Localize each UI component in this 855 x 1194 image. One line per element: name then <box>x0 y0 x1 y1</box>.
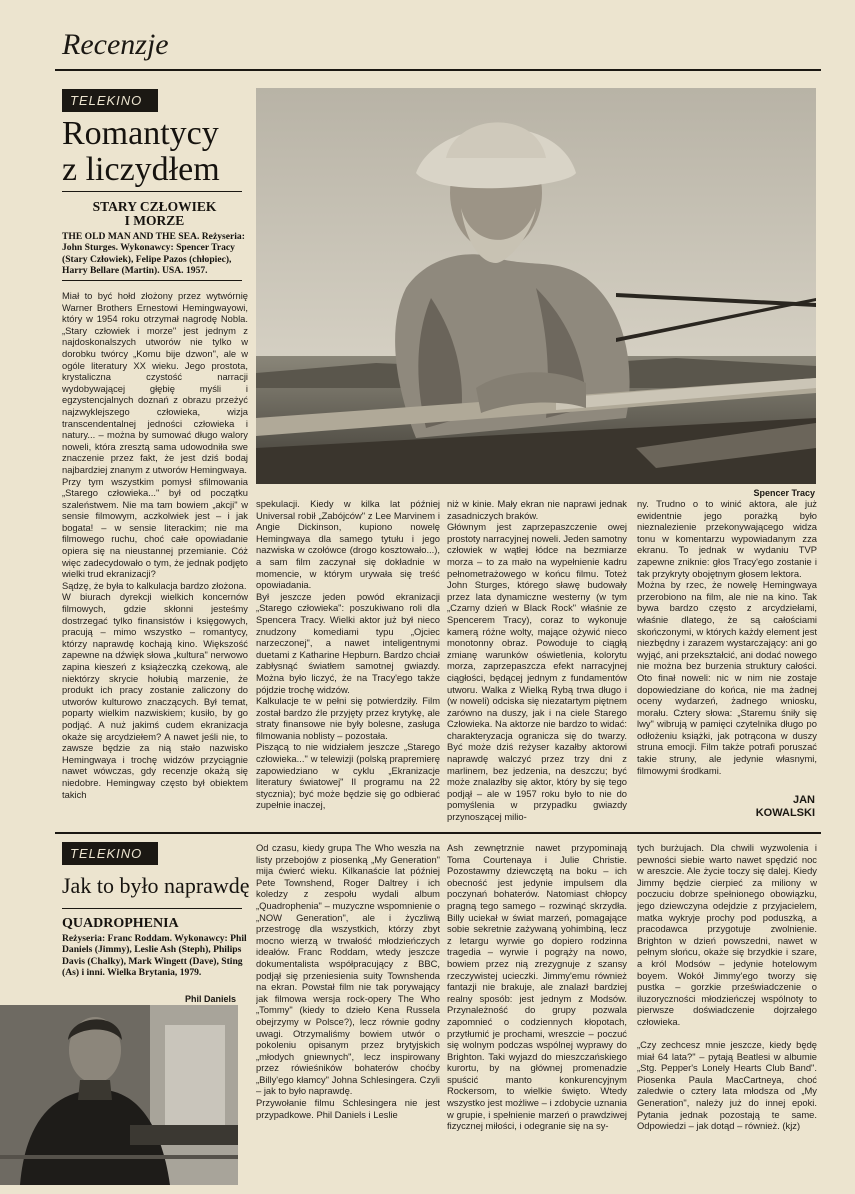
review1-film-title: STARY CZŁOWIEK I MORZE <box>92 199 217 228</box>
review1-title-rule <box>62 191 242 192</box>
review2-tag: TELEKINO <box>62 842 158 865</box>
review1-credits: THE OLD MAN AND THE SEA. Reżyseria: John Sturges. Wykonawcy: Spencer Tracy (Stary Człowiek), Felipe Pazos (chłopiec), Harry Bellare (Martin). USA. 1957. <box>62 231 245 276</box>
section-title: Recenzje <box>62 28 169 61</box>
review2-column-1: Od czasu, kiedy grupa The Who weszła na listy przebojów z piosenką „My Generation" mija ćwierć wieku. Kilkanaście lat później Pete Townshend, Roger Daltrey i ich koledzy z zespołu wydali album „Quadrophenia" – muzyczne wspomnienie o „NOW Generation", ale i życzliwą przestrogę dla wszystkich, którzy zbyt mocno wierzą w trwałość młodzieńczych ideałów. Franc Roddam, wtedy jeszcze dokumentalista współpracujący z BBC, podjął się przeniesienia suity Townshenda na ekran. Powstał film nie tak porywający jak filmowa wersja rock-opery The Who „Tommy" (kiedy to dzieło Kena Russela obejrzymy w Polsce?), lecz równie godny uwagi. Otrzymaliśmy bowiem utwór o pokoleniu opisanym przez brytyjskich „młodych gniewnych", lecz inspirowany przez rówieśników bohaterów choćby „Billy'ego kłamcy" Johna Schlesingera. Czyli – jak to było naprawdę. Przywołanie filmu Schlesingera nie jest przypadkowe. Phil Daniels i Leslie <box>256 842 440 1120</box>
review2-credits: Reżyseria: Franc Roddam. Wykonawcy: Phil Daniels (Jimmy), Leslie Ash (Steph), Philips Davis (Chalky), Mark Wingett (Dave), Sting (As) i inni. Wielka Brytania, 1979. <box>62 933 247 978</box>
review1-column-3: niż w kinie. Mały ekran nie naprawi jednak zasadniczych braków. Głównym jest zaprzepaszczenie owej prostoty narracyjnej noweli. Jeden samotny człowiek w wątłej łódce na bezmiarze morza – to za mało na wypełnienie kadru pełnometrażowego w końcu filmu. Toteż John Sturges, którego sławę budowały przez lata dynamiczne westerny (w tym „Czarny dzień w Black Rock" właśnie ze Spencerem Tracy), coraz to wykonuje kamerą różne wolty, mające ożywić nieco monotonny obraz. Powoduje to ciągłą zmianę warunków oświetlenia, kolorytu morza, zaprzepaszcza efekt narracyjnej ciągłości, będącej jednym z fundamentów utworu. Walka z Wielką Rybą trwa długo i (w noweli) odciska się niezatartym piętnem zarówno na duszy, jak i na ciele Starego Człowieka. Na aktorze nie bardzo to widać: charakteryzacja ogranicza się do twarzy. Być może dziś reżyser kazałby aktorowi naprawdę walczyć przez trzy dni z marlinem, bez jedzenia, na deszczu; być może znalazłby się aktor, który by się tego podjął – ale w 1957 roku było to nie do pomyślenia w przypadku gwiazdy przynoszącej milio- <box>447 498 627 823</box>
header-rule <box>55 69 821 71</box>
review2-column-3: tych burżujach. Dla chwili wyzwolenia i pewności siebie warto nawet spędzić noc w areszcie. Ale życie toczy się dalej. Kiedy Jimmy będzie cierpieć za miliony w poczuciu dobrze spełnionego obowiązku, jego dziewczyna odejdzie z przyjacielem, matka wykryje prochy pod poduszką, a pracodawca przygotuje zwolnienie. Brighton w dzień powszedni, nawet w pełnym słońcu, okaże się brzydkie i szare, a król Modsów – jedynie hotelowym boyem. Wokół Jimmy'ego tworzy się pustka – gorzkie przeświadczenie o iluzoryczności młodzieńczej wspólnoty to pierwsze doświadczenie dojrzałego człowieka. „Czy zechcesz mnie jeszcze, kiedy będę miał 64 lata?" – pytają Beatlesi w albumie „Stg. Pepper's Lonely Hearts Club Band". Piosenka Paula MacCartneya, choć zaledwie o cztery lata młodsza od „My Generation", należy już do innej epoki. Pytania jednak pozostają te same. Odpowiedzi – jak dotąd – również. (kjz) <box>637 842 817 1132</box>
review2-column-2: Ash zewnętrznie nawet przypominają Toma Courtenaya i Julie Christie. Pozostawmy dziewczętą na boku – ich obecność jest jedynie impulsem dla poczynań bohaterów. Natomiast chłopcy pragną tego samego – rozwinąć skrzydła. Billy uciekał w świat marzeń, pomagające sobie sekretnie zażywaną yohimbiną, lecz z letargu wyrwie go dopiero rodzinna tragedia – wyrwie i pogrąży na nowo, bowiem przez nią zrezygnuje z szansy rzeczywistej ucieczki. Jimmy'emu również fantazji nie brakuje, ale znalazł bardziej realny sposób: jest jednym z Modsów. Przynależność do grupy pozwala zapomnieć o codziennych kłopotach, przytłumić je prochami, wreszcie – poczuć się wolnym podczas wspólnej wyprawy do Brighton. Taki wyjazd do mieszczańskiego kurortu, by na głównej promenadzie spuścić manto konkurencyjnym Rockersom, to wielkie święto. Wtedy wszystko jest możliwe – i zdobycie uznania w grupie, i spełnienie marzeń o prawdziwej fizycznej miłości, i odegranie się na sy- <box>447 842 627 1132</box>
phil-daniels-photo <box>0 1005 238 1185</box>
review1-tag: TELEKINO <box>62 89 158 112</box>
review2-film-title: QUADROPHENIA <box>62 916 179 931</box>
review2-headline: Jak to było naprawdę <box>62 873 250 898</box>
review1-column-2: spekulacji. Kiedy w kilka lat później Universal robił „Zabójców" z Lee Marvinem i Angie Dickinson, kupiono nowelę Hemingwaya dla samego tytułu i jego nazwiska w czołówce (drogo kosztowało...), a sam film zaczynał się dokładnie w momencie, w którym urywała się treść opowiadania. Był jeszcze jeden powód ekranizacji „Starego człowieka": poszukiwano roli dla Spencera Tracy. Wielki aktor już był nieco znudzony komediami typu „Ojciec narzeczonej", a nawet inteligentnymi duetami z Katharine Hepburn. Bardzo chciał zabłysnąć światłem samotnej gwiazdy. Można było liczyć, że na Tracy'ego także pójdzie trochę widzów. Kalkulacje te w pełni się potwierdziły. Film został bardzo źle przyjęty przez krytykę, ale straty finansowe nie były bolesne, zasługa filmowania noblisty – pozostała. Piszącą to nie widziałem jeszcze „Starego człowieka..." w telewizji (polską prapremierę zapowiedziano w cyklu „Ekranizacje literatury światowej" II programu na 22 stycznia); być może będzie się go odbierać zupełnie inaczej, <box>256 498 440 811</box>
reviews-divider <box>55 832 821 834</box>
review1-column-4: ny. Trudno o to winić aktora, ale już ewidentnie jego porażką było nieznalezienie przekonywającego widza tonu w komentarzu wypowiadanym zza ekranu. To jednak w wydaniu TVP zapewne zniknie: głos Tracy'ego zostanie i tak przykryty obojętnym głosem lektora. Można by rzec, że nowelę Hemingwaya przerobiono na film, ale nie na kino. Tak bywa bardzo często z arcydziełami, właśnie dlatego, że są całościami skończonymi, w których każdy element jest niezbędny i zarazem wystarczający: ani go wyjąć, ani przekształcić, ani dodać nowego nie można bez burzenia struktury całości. Oto finał noweli: nic w nim nie zostaje dopowiedziane do końca, nie ma żadnej oceny wydarzeń, żadnego wniosku, morału. Cztery słowa: „Staremu śniły się lwy" wibrują w pamięci czytelnika długo po odłożeniu książki, jak potrącona w duszy struna emocji. Film także potrafi poruszać takie struny, ale jedynie własnymi, filmowymi środkami. <box>637 498 817 776</box>
review1-column-1: Miał to być hołd złożony przez wytwórnię Warner Brothers Ernestowi Hemingwayowi, który w 1954 roku otrzymał nagrodę Nobla. „Stary człowiek i morze" jest jednym z najdoskonalszych utworów nie tylko w dorobku twórcy „Komu bije dzwon", ale w ogóle literatury XX wieku. Jego prostota, krystaliczna czystość narracji wydobywającej głębię myśli i egzystencjalnych doznań z obrazu przeżyć najzwyklejszego człowieka, wizja transcendentalnej jedności człowieka i natury... – można by sumować długo walory noweli, która zresztą sama udowodniła swe znaczenie przez fakt, że jest dziś bodaj najbardziej znanym z utworów Hemingwaya. Przy tym wszystkim pomysł sfilmowania „Starego człowieka..." był od początku szaleństwem. Nie ma tam bowiem „akcji" w sensie filmowym, aczkolwiek jest – i jak bogata! – w sensie literackim; nie ma filmowego ruchu, choć całe opowiadanie opiera się na nieustannej przemianie. Cóż więc zadecydowało o tym, że jednak podjęto wielki trud ekranizacji? Sądzę, że była to kalkulacja bardzo złożona. W biurach dyrekcji wielkich koncernów filmowych, gdzie skłonni jesteśmy dostrzegać tylko finansistów i księgowych, pracują – mimo wszystko – romantycy, którzy naprawdę kochają kino. Większość zapewne na dźwięk słowa „kultura" nerwowo zapina kieszeń z książeczką czekową, ale niektórzy skrycie hołubią marzenie, że produkt ich pracy zostanie zaliczony do utworów kulturowo znaczących. Był temat, poparty wielkim nazwiskiem; kusiło, by go podjąć. A nuż jakimś cudem ekranizacja okaże się arcydziełem? A nawet jeśli nie, to zawsze będzie za nią stało nazwisko Hemingwaya i trochę widzów przyciągnie nawet wówczas, gdy recenzje okażą się niedobre. Hemingway często był obiektem takich <box>62 290 248 800</box>
review1-headline: Romantycy z liczydłem <box>62 115 220 188</box>
review1-author: JAN KOWALSKI <box>755 794 815 819</box>
review2-title-rule <box>62 908 242 909</box>
review1-credits-rule <box>62 280 242 281</box>
spencer-tracy-photo <box>256 88 816 484</box>
review1-photo-caption: Spencer Tracy <box>753 488 815 498</box>
review2-photo-caption: Phil Daniels <box>184 994 236 1004</box>
